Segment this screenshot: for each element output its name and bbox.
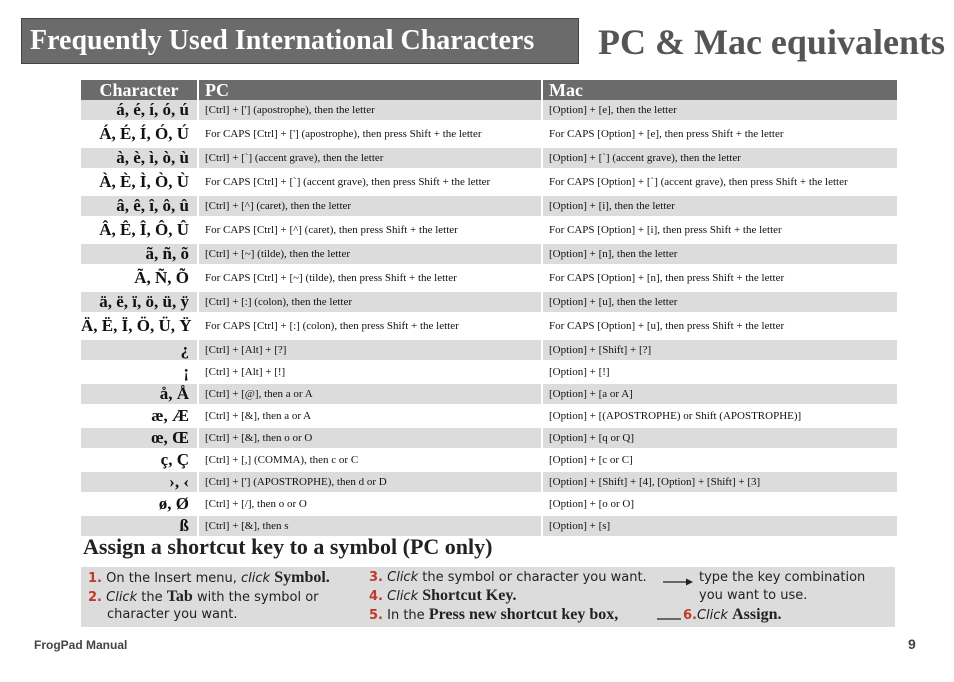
step-5: 5. In the Press new shortcut key box, — [369, 606, 619, 623]
mac-cell: [Option] + [(APOSTROPHE) or Shift (APOSTROPHE)] — [543, 406, 897, 428]
table-row — [81, 384, 897, 406]
mac-cell: For CAPS [Option] + [`] (accent grave), then press Shift + the letter — [543, 170, 897, 196]
title-banner — [21, 18, 579, 64]
step-5-continued-2: you want to use. — [699, 588, 808, 603]
character-cell: Ã, Ñ, Õ — [81, 266, 199, 292]
table-row — [81, 244, 897, 266]
character-cell: ß — [81, 516, 199, 538]
character-cell: ø, Ø — [81, 494, 199, 516]
page-title: Frequently Used International Characters — [30, 25, 535, 56]
character-cell: æ, Æ — [81, 406, 199, 428]
pc-cell: [Ctrl] + ['] (APOSTROPHE), then d or D — [199, 472, 543, 494]
table-row — [81, 196, 897, 218]
character-cell: œ, Œ — [81, 428, 199, 450]
pc-cell: [Ctrl] + [,] (COMMA), then c or C — [199, 450, 543, 472]
mac-cell: [Option] + [s] — [543, 516, 897, 538]
table-row — [81, 472, 897, 494]
step-1: 1. On the Insert menu, click Symbol. — [88, 569, 330, 586]
table-row — [81, 314, 897, 340]
table-row — [81, 122, 897, 148]
mac-cell: For CAPS [Option] + [n], then press Shift + the letter — [543, 266, 897, 292]
step-6: 6.Click Assign. — [683, 606, 782, 623]
page-subtitle: PC & Mac equivalents — [598, 22, 945, 62]
pc-cell: For CAPS [Ctrl] + ['] (apostrophe), then press Shift + the letter — [199, 122, 543, 148]
pc-cell: For CAPS [Ctrl] + [`] (accent grave), then press Shift + the letter — [199, 170, 543, 196]
pc-cell: [Ctrl] + [^] (caret), then the letter — [199, 196, 543, 218]
mac-cell: [Option] + [q or Q] — [543, 428, 897, 450]
table-row — [81, 494, 897, 516]
table-row — [81, 266, 897, 292]
pc-cell: For CAPS [Ctrl] + [~] (tilde), then press Shift + the letter — [199, 266, 543, 292]
mac-cell: [Option] + [o or O] — [543, 494, 897, 516]
step-2: 2. Click the Tab with the symbol or — [88, 588, 319, 605]
step-3: 3. Click the symbol or character you want. — [369, 570, 647, 585]
assign-heading: Assign a shortcut key to a symbol (PC only) — [83, 534, 493, 559]
character-cell: å, Å — [81, 384, 199, 406]
character-cell: à, è, ì, ò, ù — [81, 148, 199, 170]
pc-cell: [Ctrl] + [@], then a or A — [199, 384, 543, 406]
table-row — [81, 100, 897, 122]
table-row — [81, 218, 897, 244]
step-2-continued: character you want. — [107, 607, 238, 622]
character-cell: Á, É, Í, Ó, Ú — [81, 122, 199, 148]
character-cell: À, È, Ì, Ò, Ù — [81, 170, 199, 196]
footer-manual-name: FrogPad Manual — [34, 638, 128, 652]
mac-cell: [Option] + [u], then the letter — [543, 292, 897, 314]
character-cell: ã, ñ, õ — [81, 244, 199, 266]
character-cell: ç, Ç — [81, 450, 199, 472]
mac-cell: [Option] + [c or C] — [543, 450, 897, 472]
table-row — [81, 340, 897, 362]
mac-cell: [Option] + [i], then the letter — [543, 196, 897, 218]
character-cell: Â, Ê, Î, Ô, Û — [81, 218, 199, 244]
mac-cell: [Option] + [`] (accent grave), then the letter — [543, 148, 897, 170]
pc-cell: [Ctrl] + [`] (accent grave), then the letter — [199, 148, 543, 170]
mac-cell: [Option] + [Shift] + [4], [Option] + [Shift] + [3] — [543, 472, 897, 494]
pc-cell: [Ctrl] + [Alt] + [!] — [199, 362, 543, 384]
column-header-mac: Mac — [543, 80, 897, 100]
step-5-continued: type the key combination — [699, 570, 866, 585]
table-row — [81, 292, 897, 314]
character-cell: Ä, Ë, Ï, Ö, Ü, Ÿ — [81, 314, 199, 340]
pc-cell: [Ctrl] + [&], then a or A — [199, 406, 543, 428]
connector-line — [657, 612, 681, 622]
pc-cell: [Ctrl] + [&], then o or O — [199, 428, 543, 450]
arrow-right-icon — [663, 577, 693, 587]
mac-cell: [Option] + [n], then the letter — [543, 244, 897, 266]
table-row — [81, 428, 897, 450]
pc-cell: [Ctrl] + [/], then o or O — [199, 494, 543, 516]
table-row — [81, 406, 897, 428]
column-header-pc: PC — [199, 80, 543, 100]
pc-cell: For CAPS [Ctrl] + [^] (caret), then press Shift + the letter — [199, 218, 543, 244]
table-row — [81, 170, 897, 196]
characters-table — [81, 80, 897, 538]
step-4: 4. Click Shortcut Key. — [369, 587, 517, 604]
mac-cell: [Option] + [Shift] + [?] — [543, 340, 897, 362]
pc-cell: [Ctrl] + ['] (apostrophe), then the letter — [199, 100, 543, 122]
mac-cell: [Option] + [e], then the letter — [543, 100, 897, 122]
mac-cell: For CAPS [Option] + [u], then press Shift + the letter — [543, 314, 897, 340]
pc-cell: For CAPS [Ctrl] + [:] (colon), then press Shift + the letter — [199, 314, 543, 340]
table-header-row — [81, 80, 897, 100]
page-number: 9 — [908, 636, 916, 652]
mac-cell: [Option] + [a or A] — [543, 384, 897, 406]
character-cell: ›, ‹ — [81, 472, 199, 494]
mac-cell: [Option] + [!] — [543, 362, 897, 384]
table-row — [81, 450, 897, 472]
pc-cell: [Ctrl] + [:] (colon), then the letter — [199, 292, 543, 314]
pc-cell: [Ctrl] + [Alt] + [?] — [199, 340, 543, 362]
character-cell: ¡ — [81, 362, 199, 384]
mac-cell: For CAPS [Option] + [i], then press Shift + the letter — [543, 218, 897, 244]
column-header-character: Character — [81, 80, 199, 100]
character-cell: ä, ë, ï, ö, ü, ÿ — [81, 292, 199, 314]
character-cell: ¿ — [81, 340, 199, 362]
pc-cell: [Ctrl] + [~] (tilde), then the letter — [199, 244, 543, 266]
mac-cell: For CAPS [Option] + [e], then press Shift + the letter — [543, 122, 897, 148]
character-cell: á, é, í, ó, ú — [81, 100, 199, 122]
pc-cell: [Ctrl] + [&], then s — [199, 516, 543, 538]
table-row — [81, 362, 897, 384]
character-cell: â, ê, î, ô, û — [81, 196, 199, 218]
table-row — [81, 148, 897, 170]
